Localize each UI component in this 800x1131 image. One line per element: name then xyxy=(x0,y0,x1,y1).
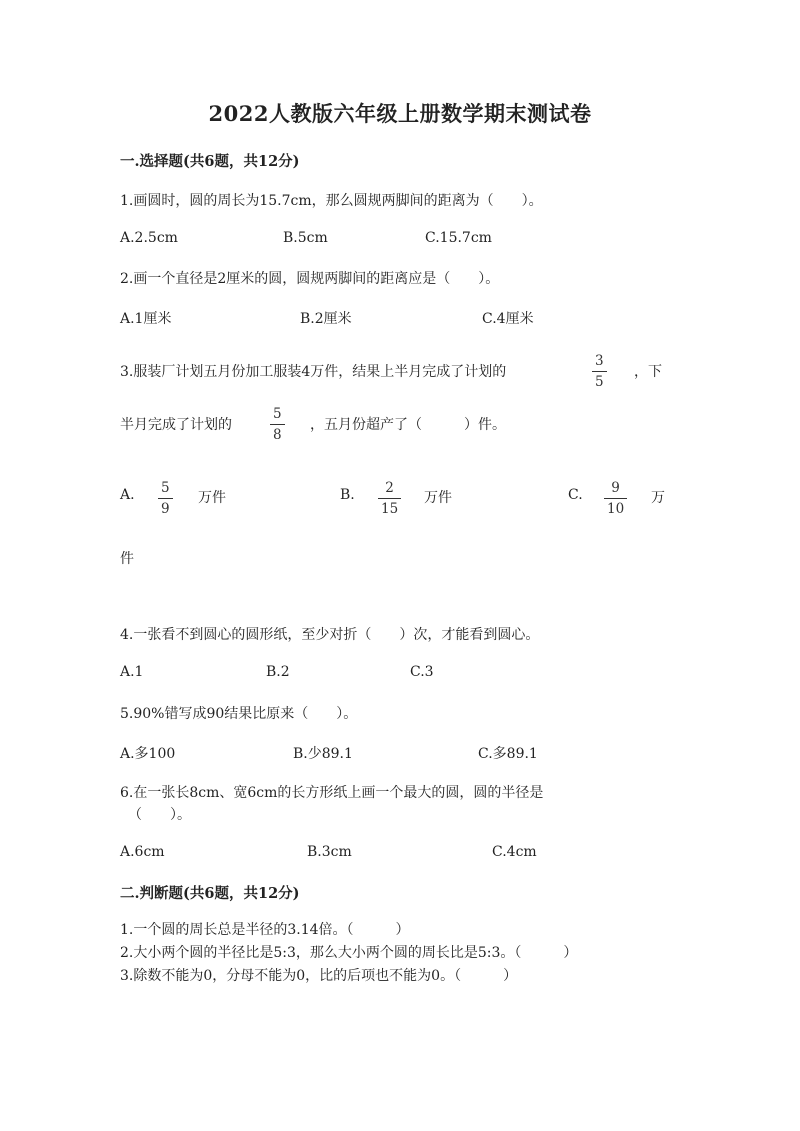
fraction-denominator: 10 xyxy=(607,501,625,517)
question-6-line2: （ ）。 xyxy=(128,807,191,823)
q5-option-b: B.少89.1 xyxy=(293,746,353,762)
q3-fraction-5-8 xyxy=(270,406,285,443)
section-heading-choice: 一.选择题(共6题，共12分) xyxy=(120,153,300,170)
fraction-denominator: 15 xyxy=(381,501,399,517)
fraction-numerator: 5 xyxy=(161,480,170,496)
section-heading-judgement: 二.判断题(共6题，共12分) xyxy=(120,885,300,902)
judgement-item-1: 1.一个圆的周长总是半径的3.14倍。（ ） xyxy=(120,922,410,938)
q3-option-c-unit-wrap: 件 xyxy=(120,551,134,567)
question-3-line2: 半月完成了计划的 xyxy=(120,417,232,433)
fraction-numerator: 3 xyxy=(595,353,604,369)
q3-option-c-label: C. xyxy=(568,487,583,503)
q3-option-a-label: A. xyxy=(120,487,135,503)
fraction-denominator: 8 xyxy=(273,427,282,443)
q6-option-c: C.4cm xyxy=(492,844,537,860)
question-2: 2.画一个直径是2厘米的圆，圆规两脚间的距离应是（ ）。 xyxy=(120,271,500,287)
question-5: 5.90%错写成90结果比原来（ ）。 xyxy=(120,706,358,722)
judgement-item-2: 2.大小两个圆的半径比是5:3，那么大小两个圆的周长比是5:3。（ ） xyxy=(120,945,578,961)
q6-option-a: A.6cm xyxy=(120,844,165,860)
q4-option-a: A.1 xyxy=(120,664,144,680)
q1-option-b: B.5cm xyxy=(283,230,328,246)
page-title: 2022人教版六年级上册数学期末测试卷 xyxy=(208,101,592,126)
q2-option-c: C.4厘米 xyxy=(482,311,534,327)
fraction-denominator: 5 xyxy=(595,374,604,390)
fraction-numerator: 9 xyxy=(611,480,620,496)
q4-option-b: B.2 xyxy=(266,664,290,680)
q3-option-c-unit: 万 xyxy=(651,490,665,506)
q3-option-b-unit: 万件 xyxy=(424,490,452,506)
fraction-numerator: 5 xyxy=(273,406,282,422)
question-3-line2-tail: ，五月份超产了（ ）件。 xyxy=(310,417,506,433)
q3-option-b-label: B. xyxy=(340,487,355,503)
question-3-line1: 3.服装厂计划五月份加工服装4万件，结果上半月完成了计划的 xyxy=(120,364,507,380)
q6-option-b: B.3cm xyxy=(307,844,352,860)
q3-option-a-fraction xyxy=(158,480,173,517)
q1-option-a: A.2.5cm xyxy=(120,230,178,246)
q3-fraction-3-5 xyxy=(592,353,607,390)
q5-option-c: C.多89.1 xyxy=(478,746,538,762)
q2-option-a: A.1厘米 xyxy=(120,311,172,327)
question-1: 1.画圆时，圆的周长为15.7cm，那么圆规两脚间的距离为（ ）。 xyxy=(120,193,543,209)
question-6-line1: 6.在一张长8cm、宽6cm的长方形纸上画一个最大的圆，圆的半径是 xyxy=(120,785,544,801)
q3-option-b-fraction xyxy=(378,480,401,517)
q2-option-b: B.2厘米 xyxy=(300,311,352,327)
q1-option-c: C.15.7cm xyxy=(425,230,492,246)
question-3-line1-tail: ，下 xyxy=(634,364,662,380)
question-4: 4.一张看不到圆心的圆形纸，至少对折（ ）次，才能看到圆心。 xyxy=(120,627,540,643)
q3-option-c-fraction xyxy=(604,480,627,517)
fraction-numerator: 2 xyxy=(385,480,394,496)
judgement-item-3: 3.除数不能为0，分母不能为0，比的后项也不能为0。（ ） xyxy=(120,968,518,984)
fraction-denominator: 9 xyxy=(161,501,170,517)
q3-option-a-unit: 万件 xyxy=(198,490,226,506)
q5-option-a: A.多100 xyxy=(120,746,176,762)
q4-option-c: C.3 xyxy=(410,664,434,680)
